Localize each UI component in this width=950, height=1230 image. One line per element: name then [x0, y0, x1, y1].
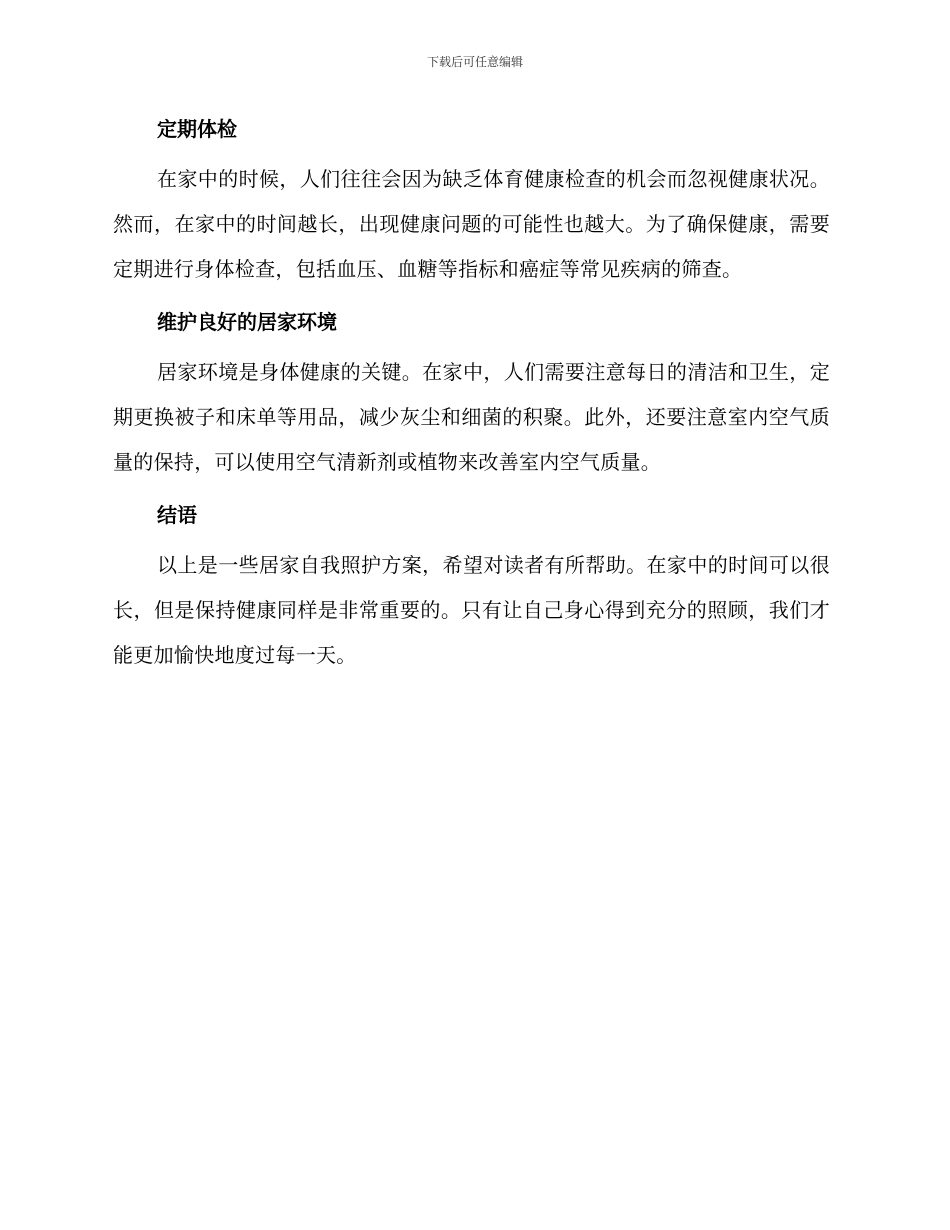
section-title-home-environment: 维护良好的居家环境 [157, 310, 337, 334]
section-title-regular-checkup: 定期体检 [157, 117, 237, 141]
page-header-note: 下载后可任意编辑 [426, 55, 523, 69]
section-paragraph-regular-checkup: 在家中的时候，人们往往会因为缺乏体育健康检查的机会而忽视健康状况。然而，在家中的时间越长，出现健康问题的可能性也越大。为了确保健康，需要定期进行身体检查，包括血压、血糖等指标和癌症等常见疾病的筛查。 [113, 167, 830, 281]
document-body [113, 111, 830, 678]
section-paragraph-conclusion: 以上是一些居家自我照护方案，希望对读者有所帮助。在家中的时间可以很长，但是保持健康同样是非常重要的。只有让自己身心得到充分的照顾，我们才能更加愉快地度过每一天。 [113, 553, 830, 667]
section-title-conclusion: 结语 [157, 503, 197, 527]
section-paragraph-home-environment: 居家环境是身体健康的关键。在家中，人们需要注意每日的清洁和卫生，定期更换被子和床单等用品，减少灰尘和细菌的积聚。此外，还要注意室内空气质量的保持，可以使用空气清新剂或植物来改善室内空气质量。 [113, 360, 830, 474]
